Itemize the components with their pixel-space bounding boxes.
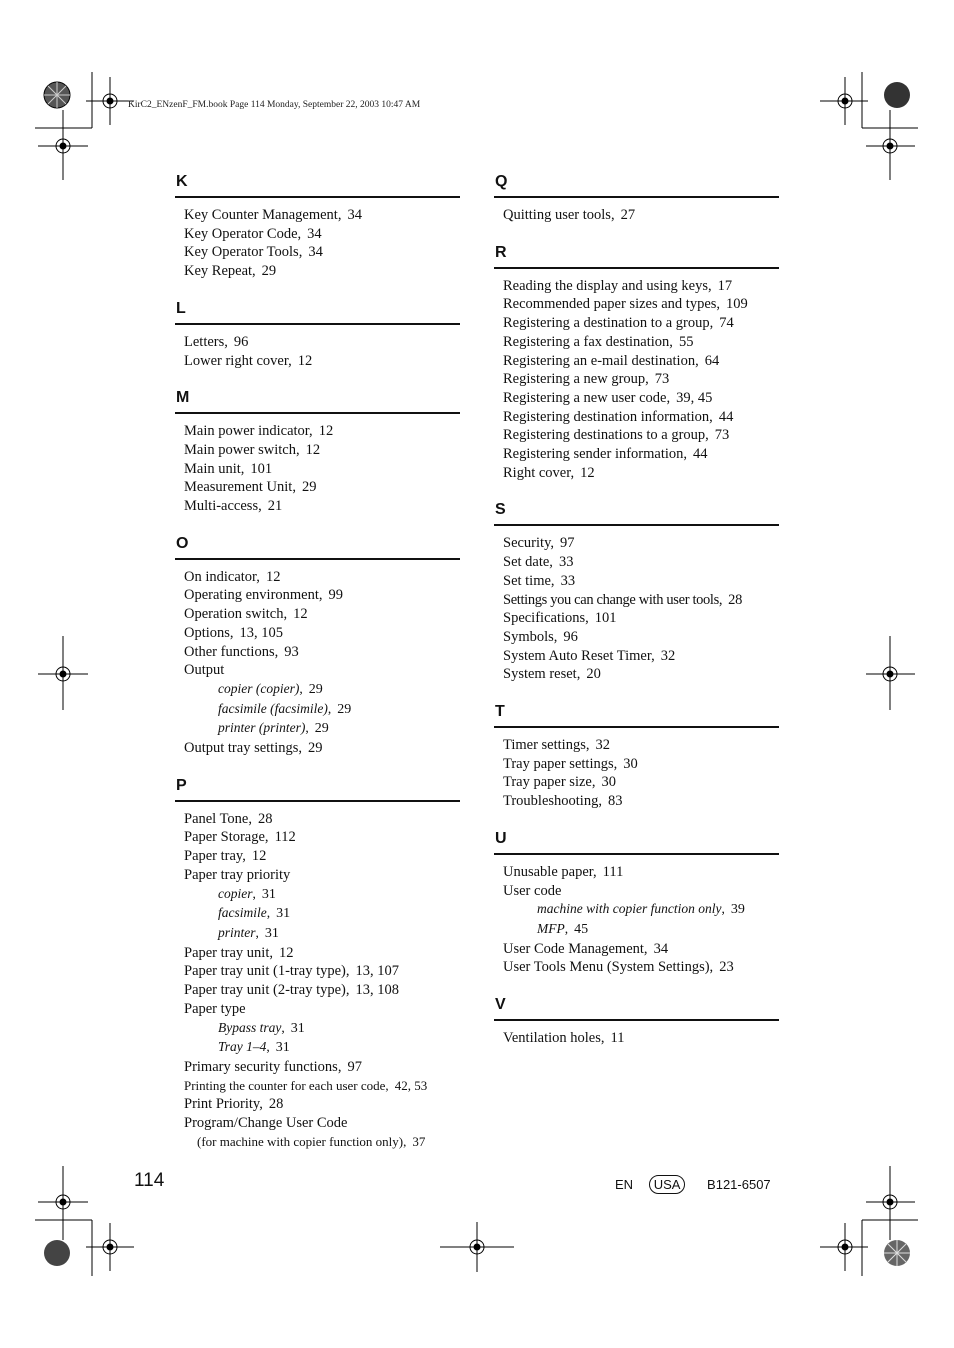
entry-page-ref: 109 bbox=[726, 296, 748, 313]
index-entry bbox=[175, 828, 460, 847]
index-subentry: machine with copier function only, 39 bbox=[537, 901, 745, 918]
index-entry bbox=[494, 940, 779, 959]
index-entry bbox=[175, 1000, 460, 1019]
entry-term: Registering destinations to a group, bbox=[503, 427, 709, 444]
index-entry bbox=[175, 866, 460, 885]
index-entry bbox=[175, 568, 460, 587]
entry-term: Registering a destination to a group, bbox=[503, 315, 714, 332]
entry-term: Settings you can change with user tools, bbox=[503, 591, 723, 608]
entry-term: Right cover, bbox=[503, 464, 575, 481]
section-letter: M bbox=[176, 389, 190, 407]
index-entry bbox=[494, 609, 779, 628]
entry-page-ref: 44 bbox=[693, 446, 708, 463]
index-entry bbox=[175, 422, 460, 441]
index-section-s bbox=[494, 499, 779, 684]
entry-term: Other functions, bbox=[184, 643, 279, 660]
entry-page-ref: 13, 107 bbox=[355, 963, 399, 980]
entry-term: Key Operator Tools, bbox=[184, 244, 303, 261]
index-section-k bbox=[175, 171, 460, 281]
index-entry bbox=[494, 572, 779, 591]
entry-term: Options, bbox=[184, 624, 234, 641]
entry-term: Quitting user tools, bbox=[503, 207, 615, 223]
entry-term: Operating environment, bbox=[184, 587, 323, 604]
index-entry bbox=[175, 243, 460, 262]
entry-page-ref: 64 bbox=[704, 352, 720, 369]
entry-page-ref: 17 bbox=[717, 277, 733, 294]
entry-term: facsimile bbox=[218, 905, 267, 921]
entry-term: facsimile (facsimile) bbox=[218, 700, 328, 716]
entry-page-ref: 31 bbox=[276, 906, 291, 922]
entry-page-ref: 29 bbox=[337, 701, 352, 717]
index-entry bbox=[494, 534, 779, 553]
entry-term: Paper Storage, bbox=[184, 829, 269, 846]
entry-term: copier bbox=[218, 885, 253, 901]
entry-term: Paper tray unit (1-tray type), bbox=[184, 963, 350, 980]
index-section-u bbox=[494, 828, 779, 977]
entry-term: Registering a new group, bbox=[503, 371, 649, 388]
entry-page-ref: 83 bbox=[607, 793, 623, 810]
entry-page-ref: 31 bbox=[275, 1040, 290, 1056]
section-rule bbox=[494, 196, 779, 198]
index-entry bbox=[175, 643, 460, 662]
section-rule bbox=[175, 800, 460, 802]
footer-region-badge: USA bbox=[649, 1175, 686, 1194]
section-letter: S bbox=[495, 501, 506, 519]
index-subentry: copier (copier), 29 bbox=[218, 680, 323, 697]
entry-term: Main power indicator, bbox=[184, 423, 313, 440]
entry-page-ref: 27 bbox=[620, 207, 636, 223]
entry-page-ref: 29 bbox=[308, 681, 323, 697]
index-entry bbox=[494, 352, 779, 371]
entry-page-ref: 29 bbox=[308, 740, 323, 757]
index-entry bbox=[494, 445, 779, 464]
entry-term: Tray paper settings, bbox=[503, 755, 618, 772]
index-subentry: Tray 1–4, 31 bbox=[218, 1039, 290, 1056]
entry-term: (for machine with copier function only), bbox=[197, 1133, 407, 1149]
entry-term: Main unit, bbox=[184, 460, 245, 477]
entry-page-ref: 34 bbox=[653, 940, 669, 957]
entry-page-ref: 96 bbox=[563, 628, 578, 645]
index-subentry: facsimile, 31 bbox=[218, 905, 291, 922]
index-subentry: printer (printer), 29 bbox=[218, 720, 329, 737]
index-entry bbox=[494, 426, 779, 445]
entry-page-ref: 28 bbox=[728, 591, 742, 608]
entry-term: Registering a fax destination, bbox=[503, 333, 673, 350]
entry-page-ref: 12 bbox=[265, 568, 281, 585]
index-entry bbox=[175, 1058, 460, 1077]
index-section-m bbox=[175, 387, 460, 516]
index-entry bbox=[494, 314, 779, 333]
footer-lang: EN bbox=[615, 1177, 634, 1192]
entry-page-ref: 55 bbox=[678, 333, 694, 350]
entry-page-ref: 45 bbox=[574, 921, 589, 937]
entry-term: Tray 1–4 bbox=[218, 1039, 267, 1055]
section-rule bbox=[175, 196, 460, 198]
entry-page-ref: 12 bbox=[305, 441, 321, 458]
entry-page-ref: 29 bbox=[314, 721, 329, 737]
index-subentry: Bypass tray, 31 bbox=[218, 1019, 305, 1036]
index-entry bbox=[175, 333, 460, 352]
entry-page-ref: 12 bbox=[279, 944, 294, 961]
entry-page-ref: 28 bbox=[268, 1096, 284, 1113]
index-entry bbox=[494, 665, 779, 684]
entry-term: Paper tray priority bbox=[184, 866, 291, 883]
index-subentry: copier, 31 bbox=[218, 885, 276, 902]
section-rule bbox=[494, 1019, 779, 1021]
entry-term: Recommended paper sizes and types, bbox=[503, 296, 721, 313]
index-section-q bbox=[494, 171, 779, 225]
entry-page-ref: 32 bbox=[595, 737, 610, 754]
page-number: 114 bbox=[134, 1170, 165, 1191]
entry-term: Program/Change User Code bbox=[184, 1115, 348, 1132]
section-letter: U bbox=[495, 829, 507, 847]
entry-term: Ventilation holes, bbox=[503, 1030, 605, 1047]
index-entry bbox=[175, 1133, 460, 1152]
entry-page-ref: 13, 105 bbox=[239, 624, 284, 641]
entry-term: Paper tray unit, bbox=[184, 944, 273, 961]
entry-page-ref: 93 bbox=[284, 643, 299, 660]
index-entry bbox=[494, 295, 779, 314]
section-rule bbox=[494, 267, 779, 269]
entry-term: Set time, bbox=[503, 572, 555, 589]
entry-term: printer (printer) bbox=[218, 720, 306, 736]
entry-term: Output tray settings, bbox=[184, 740, 303, 757]
entry-page-ref: 42, 53 bbox=[394, 1077, 428, 1093]
entry-page-ref: 20 bbox=[586, 666, 601, 683]
entry-page-ref: 74 bbox=[719, 315, 734, 332]
entry-term: Tray paper size, bbox=[503, 774, 596, 791]
entry-page-ref: 101 bbox=[250, 460, 273, 477]
entry-term: Registering a new user code, bbox=[503, 389, 671, 406]
index-entry bbox=[494, 408, 779, 427]
index-section-t bbox=[494, 701, 779, 811]
entry-page-ref: 11 bbox=[610, 1030, 625, 1047]
entry-term: Main power switch, bbox=[184, 441, 300, 458]
entry-page-ref: 29 bbox=[261, 263, 277, 280]
entry-page-ref: 12 bbox=[318, 423, 334, 440]
entry-page-ref: 31 bbox=[264, 925, 279, 941]
entry-page-ref: 13, 108 bbox=[355, 982, 399, 999]
entry-term: Symbols, bbox=[503, 628, 558, 645]
index-entry bbox=[175, 944, 460, 963]
index-entry bbox=[494, 333, 779, 352]
entry-term: Paper type bbox=[184, 1000, 246, 1017]
entry-page-ref: 73 bbox=[714, 427, 730, 444]
entry-page-ref: 44 bbox=[718, 408, 734, 425]
index-entry bbox=[494, 755, 779, 774]
index-entry bbox=[494, 792, 779, 811]
section-letter: V bbox=[495, 996, 506, 1014]
entry-term: Printing the counter for each user code, bbox=[184, 1077, 389, 1093]
entry-term: Timer settings, bbox=[503, 737, 590, 754]
entry-term: Paper tray unit (2-tray type), bbox=[184, 982, 350, 999]
entry-term: User code bbox=[503, 882, 562, 899]
footer-info bbox=[615, 1175, 771, 1194]
index-entry bbox=[175, 478, 460, 497]
entry-term: MFP bbox=[537, 920, 565, 936]
entry-page-ref: 21 bbox=[267, 498, 283, 515]
entry-page-ref: 39, 45 bbox=[676, 389, 713, 406]
entry-term: System Auto Reset Timer, bbox=[503, 647, 655, 664]
entry-term: Unusable paper, bbox=[503, 863, 597, 880]
entry-term: On indicator, bbox=[184, 568, 260, 585]
entry-page-ref: 73 bbox=[654, 371, 670, 388]
entry-term: Operation switch, bbox=[184, 606, 288, 623]
entry-term: copier (copier) bbox=[218, 680, 300, 696]
section-rule bbox=[494, 726, 779, 728]
entry-term: Set date, bbox=[503, 554, 553, 571]
footer-code: B121-6507 bbox=[707, 1177, 771, 1192]
index-entry bbox=[494, 647, 779, 666]
index-entry bbox=[494, 628, 779, 647]
entry-page-ref: 12 bbox=[297, 352, 313, 369]
entry-page-ref: 12 bbox=[251, 848, 267, 865]
index-entry bbox=[175, 1077, 460, 1096]
index-entry bbox=[494, 206, 779, 225]
print-header: KirC2_ENzenF_FM.book Page 114 Monday, September 22, 2003 10:47 AM bbox=[128, 100, 421, 110]
index-entry bbox=[494, 277, 779, 296]
index-entry bbox=[175, 624, 460, 643]
section-rule bbox=[494, 524, 779, 526]
entry-page-ref: 39 bbox=[730, 902, 745, 918]
entry-page-ref: 33 bbox=[558, 554, 574, 571]
index-section-l bbox=[175, 298, 460, 370]
index-entry bbox=[494, 863, 779, 882]
index-section-o bbox=[175, 533, 460, 758]
index-entry bbox=[494, 773, 779, 792]
entry-term: Key Repeat, bbox=[184, 263, 256, 280]
section-rule bbox=[175, 558, 460, 560]
index-entry bbox=[175, 1095, 460, 1114]
entry-page-ref: 34 bbox=[307, 225, 322, 242]
index-column-right bbox=[494, 171, 779, 1048]
index-entry bbox=[175, 810, 460, 829]
index-column-left bbox=[175, 171, 460, 1151]
index-entry bbox=[494, 1029, 779, 1048]
index-entry bbox=[494, 389, 779, 408]
entry-page-ref: 32 bbox=[660, 647, 676, 664]
index-section-p bbox=[175, 775, 460, 1152]
index-entry bbox=[175, 1114, 460, 1133]
entry-page-ref: 30 bbox=[623, 755, 638, 772]
entry-term: Multi-access, bbox=[184, 498, 262, 515]
entry-page-ref: 96 bbox=[233, 333, 249, 350]
section-letter: O bbox=[176, 534, 189, 552]
entry-term: Primary security functions, bbox=[184, 1058, 342, 1075]
entry-page-ref: 34 bbox=[347, 207, 362, 223]
section-rule bbox=[175, 323, 460, 325]
entry-term: Measurement Unit, bbox=[184, 479, 296, 496]
index-entry bbox=[175, 352, 460, 371]
index-entry bbox=[175, 460, 460, 479]
index-entry bbox=[494, 464, 779, 483]
entry-term: Reading the display and using keys, bbox=[503, 277, 712, 294]
entry-page-ref: 112 bbox=[274, 829, 296, 846]
index-entry bbox=[175, 739, 460, 758]
section-rule bbox=[175, 412, 460, 414]
entry-term: Print Priority, bbox=[184, 1096, 263, 1113]
entry-term: Paper tray, bbox=[184, 848, 246, 865]
entry-page-ref: 28 bbox=[257, 810, 273, 827]
section-letter: R bbox=[495, 243, 507, 261]
entry-page-ref: 30 bbox=[601, 774, 616, 791]
index-subentry: MFP, 45 bbox=[537, 920, 589, 937]
entry-page-ref: 37 bbox=[412, 1133, 426, 1149]
section-letter: Q bbox=[495, 173, 508, 190]
entry-term: Key Counter Management, bbox=[184, 207, 342, 223]
entry-term: Key Operator Code, bbox=[184, 225, 302, 242]
entry-term: Registering an e-mail destination, bbox=[503, 352, 699, 369]
entry-term: Security, bbox=[503, 535, 555, 552]
index-section-r bbox=[494, 242, 779, 483]
index-entry bbox=[175, 206, 460, 225]
entry-term: Registering sender information, bbox=[503, 446, 688, 463]
entry-page-ref: 97 bbox=[347, 1058, 362, 1075]
index-entry bbox=[175, 981, 460, 1000]
index-subentry: facsimile (facsimile), 29 bbox=[218, 700, 352, 717]
index-entry bbox=[175, 225, 460, 244]
section-letter: T bbox=[495, 703, 505, 721]
entry-page-ref: 12 bbox=[293, 606, 308, 623]
index-subentry: printer, 31 bbox=[218, 924, 279, 941]
index-entry bbox=[175, 262, 460, 281]
entry-term: User Tools Menu (System Settings), bbox=[503, 959, 714, 976]
index-entry bbox=[175, 586, 460, 605]
entry-term: User Code Management, bbox=[503, 940, 648, 957]
entry-term: Panel Tone, bbox=[184, 810, 252, 827]
entry-page-ref: 111 bbox=[602, 863, 624, 880]
entry-page-ref: 99 bbox=[328, 587, 344, 604]
entry-page-ref: 29 bbox=[301, 479, 317, 496]
entry-term: Letters, bbox=[184, 333, 228, 350]
index-section-v bbox=[494, 994, 779, 1048]
entry-page-ref: 23 bbox=[719, 959, 734, 976]
index-entry bbox=[175, 441, 460, 460]
section-rule bbox=[494, 853, 779, 855]
entry-page-ref: 31 bbox=[261, 886, 276, 902]
entry-page-ref: 31 bbox=[290, 1020, 305, 1036]
index-entry bbox=[494, 553, 779, 572]
entry-term: Bypass tray bbox=[218, 1019, 282, 1035]
entry-term: machine with copier function only bbox=[537, 901, 722, 917]
index-entry bbox=[494, 591, 779, 610]
index-entry bbox=[175, 497, 460, 516]
index-entry bbox=[175, 661, 460, 680]
entry-page-ref: 97 bbox=[560, 535, 575, 552]
entry-page-ref: 33 bbox=[560, 572, 576, 589]
index-entry bbox=[494, 370, 779, 389]
section-letter: K bbox=[176, 173, 188, 190]
entry-term: Output bbox=[184, 662, 225, 679]
entry-page-ref: 12 bbox=[580, 464, 595, 481]
entry-term: printer bbox=[218, 924, 256, 940]
index-entry bbox=[494, 958, 779, 977]
entry-term: Registering destination information, bbox=[503, 408, 713, 425]
entry-term: Specifications, bbox=[503, 610, 589, 627]
entry-term: Lower right cover, bbox=[184, 352, 292, 369]
entry-term: System reset, bbox=[503, 666, 581, 683]
entry-page-ref: 101 bbox=[594, 610, 617, 627]
section-letter: P bbox=[176, 776, 187, 794]
index-entry bbox=[494, 736, 779, 755]
section-letter: L bbox=[176, 299, 186, 317]
index-entry bbox=[494, 882, 779, 901]
entry-page-ref: 34 bbox=[308, 244, 323, 261]
index-entry bbox=[175, 962, 460, 981]
entry-term: Troubleshooting, bbox=[503, 793, 602, 810]
index-entry bbox=[175, 605, 460, 624]
index-entry bbox=[175, 847, 460, 866]
